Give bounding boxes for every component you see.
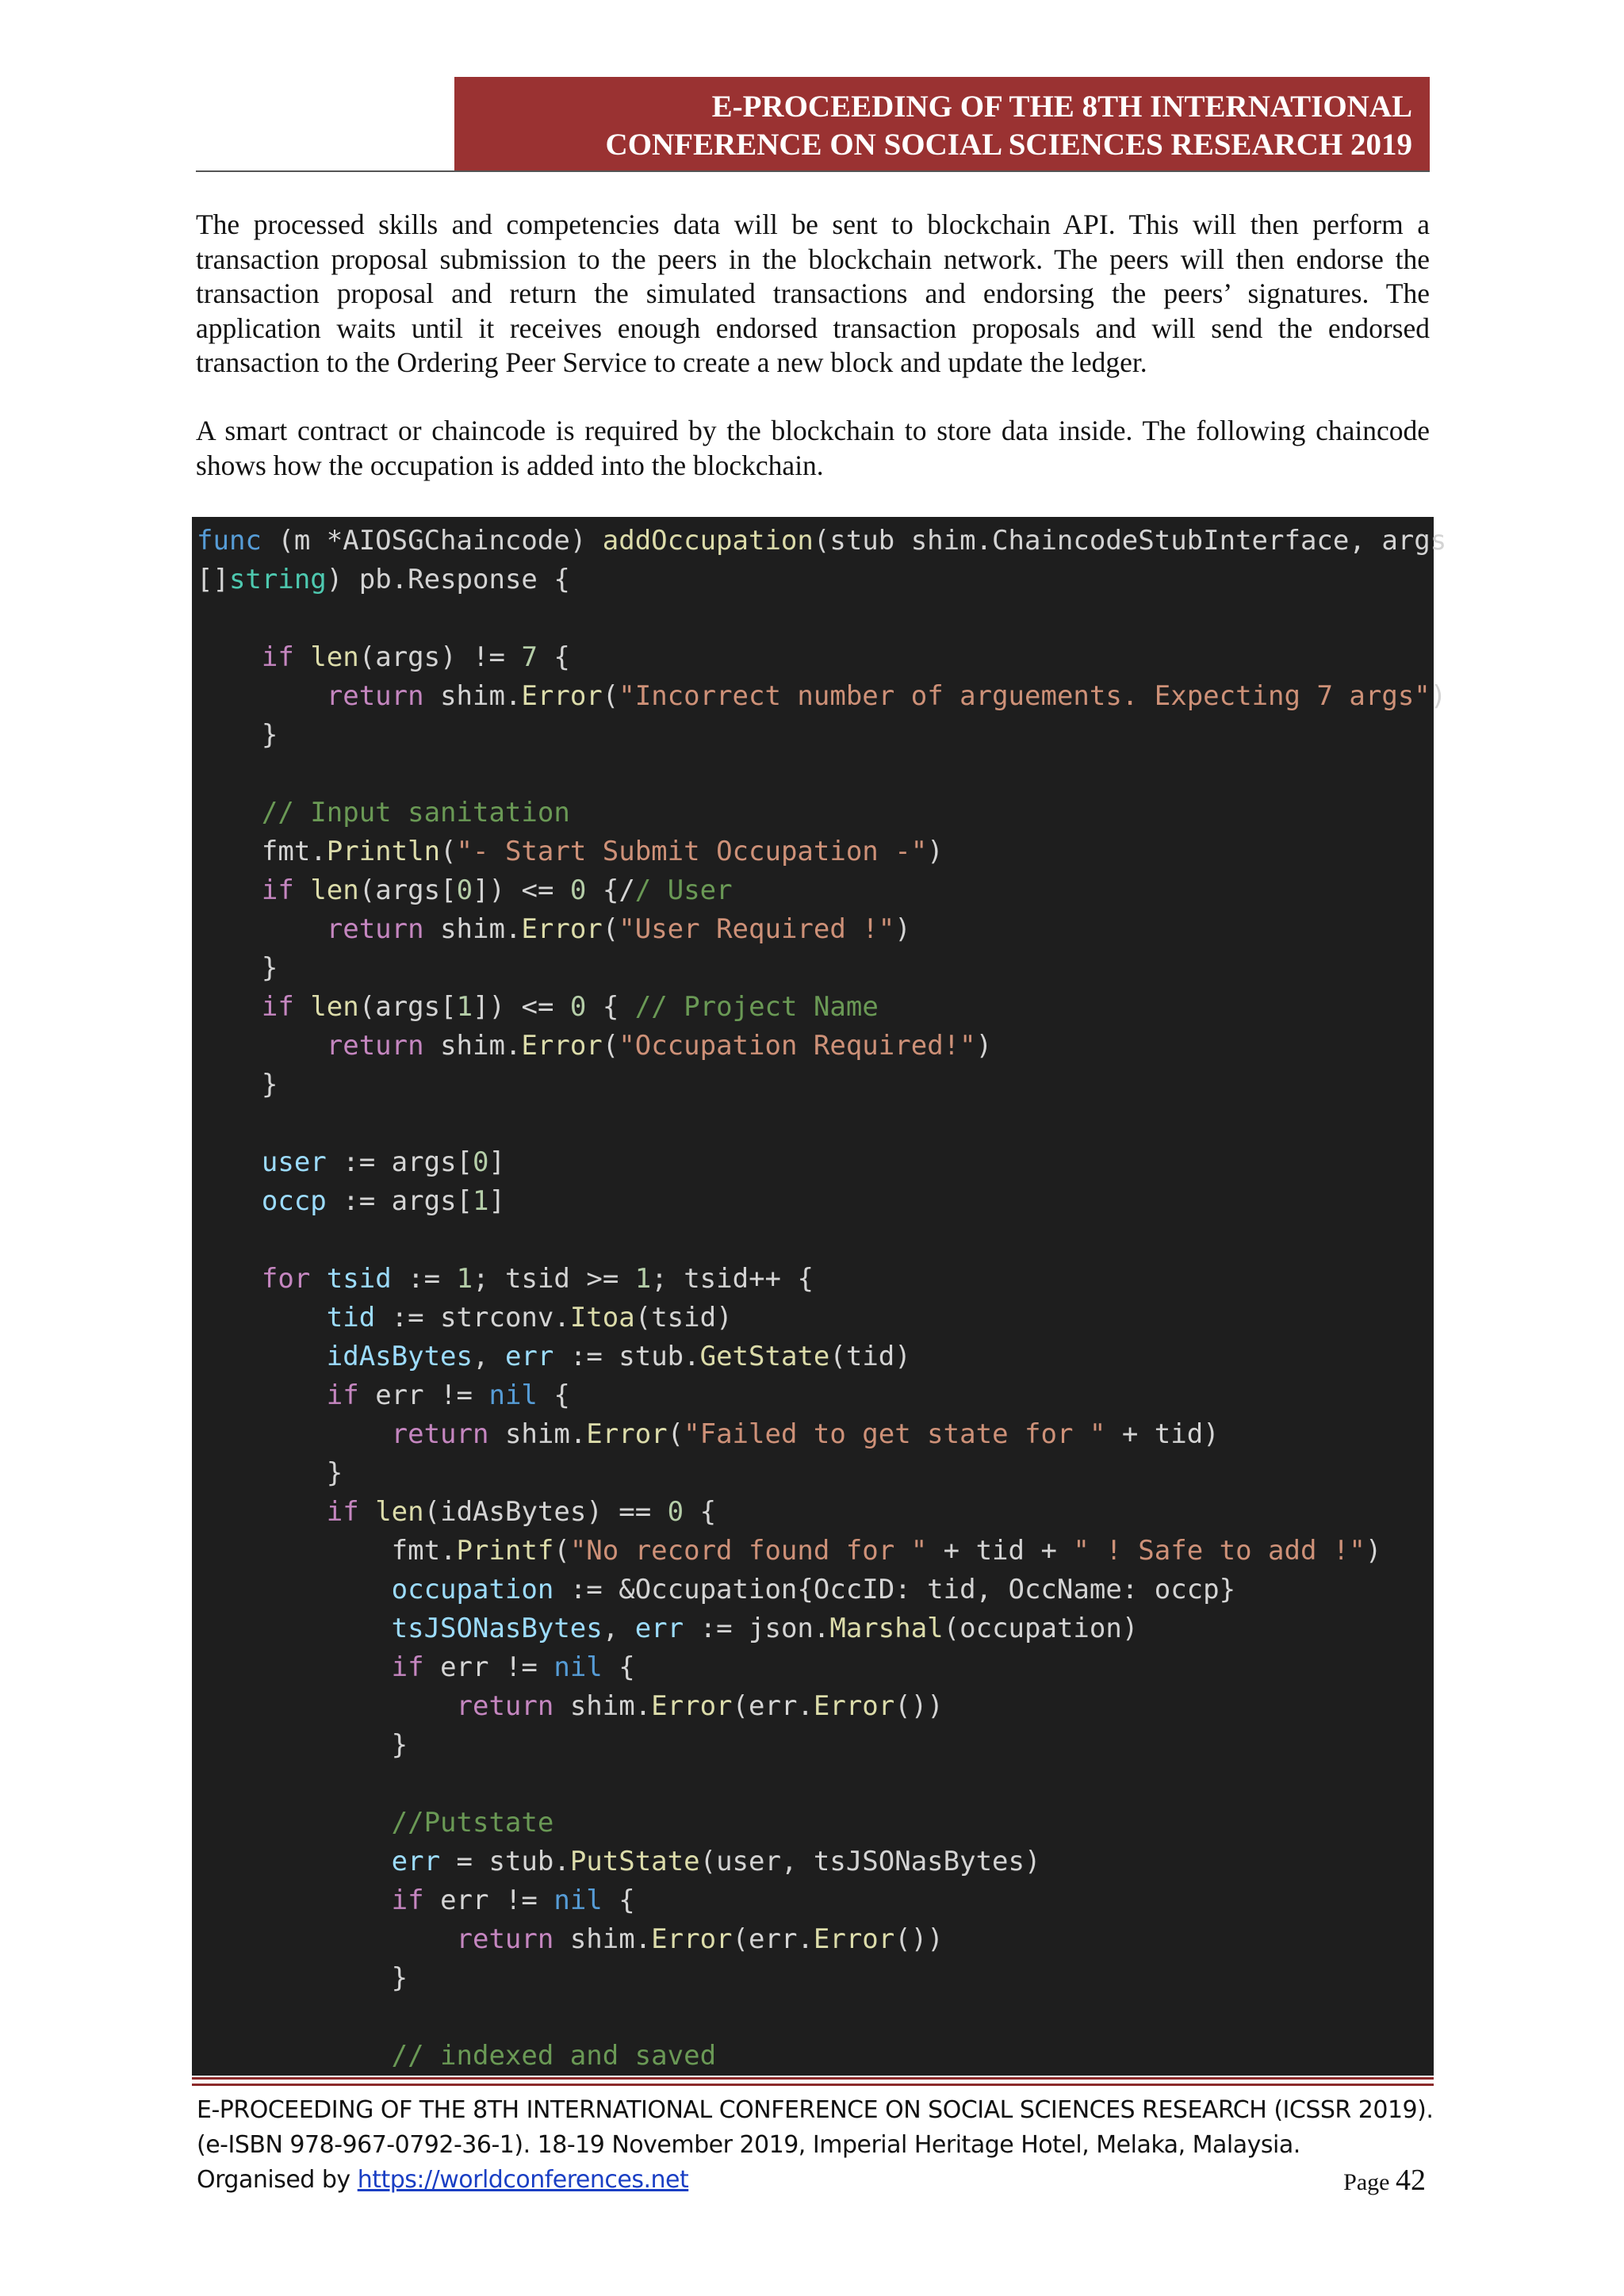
code-token: return: [326, 680, 424, 712]
code-token: (args[: [358, 874, 457, 906]
code-token: err !=: [423, 1651, 554, 1683]
code-token: ]: [488, 1146, 505, 1178]
code-token: shim.: [423, 1030, 522, 1062]
footer-organised-label: Organised by: [197, 2166, 358, 2194]
code-token: [197, 1380, 327, 1411]
code-token: [197, 913, 327, 945]
code-token: ,: [473, 1341, 505, 1372]
code-token: fmt.: [197, 836, 327, 867]
code-token: shim.: [553, 1923, 652, 1955]
code-token: return: [326, 1030, 424, 1062]
code-line: [197, 1920, 1434, 1959]
body-paragraph-smart-contract: A smart contract or chaincode is required by the blockchain to store data inside. The following chaincode shows how the occupation is added into the blockchain.: [196, 415, 1430, 481]
code-token: shim.: [553, 1690, 652, 1722]
code-token: {: [537, 1380, 570, 1411]
code-token: // Input sanitation: [261, 797, 570, 828]
code-token: return: [456, 1690, 554, 1722]
code-line: [197, 638, 1434, 677]
footer-divider-bottom: [192, 2084, 1434, 2086]
code-line: [197, 1299, 1434, 1337]
code-token: (stub shim.ChaincodeStubInterface, args: [813, 525, 1447, 557]
code-token: {: [537, 641, 570, 673]
code-line: [197, 1532, 1434, 1571]
code-token: {/: [586, 874, 635, 906]
code-token: [197, 1807, 392, 1839]
footer-isbn-line: (e-ISBN 978-967-0792-36-1). 18-19 November 2019, Imperial Heritage Hotel, Melaka, Malaysia.: [197, 2131, 1300, 2159]
code-line: [197, 1104, 1434, 1143]
code-token: 0: [667, 1496, 684, 1528]
code-token: [197, 1418, 392, 1450]
code-token: return: [391, 1418, 489, 1450]
code-line: [197, 794, 1434, 832]
code-token: [197, 680, 327, 712]
code-token: [197, 1613, 392, 1644]
code-token: Println: [326, 836, 441, 867]
code-token: if: [326, 1380, 359, 1411]
code-token: (tsid): [634, 1302, 733, 1334]
code-token: 0: [569, 874, 587, 906]
code-token: ): [975, 1030, 993, 1062]
code-line: [197, 1493, 1434, 1532]
code-token: nil: [488, 1380, 538, 1411]
code-token: (idAsBytes) ==: [423, 1496, 668, 1528]
code-token: (args[: [358, 991, 457, 1023]
code-token: ]) <=: [473, 874, 570, 906]
code-token: [197, 1923, 457, 1955]
code-token: ; tsid >=: [473, 1263, 635, 1295]
code-token: err !=: [358, 1380, 489, 1411]
code-token: Error: [586, 1418, 668, 1450]
code-token: len: [310, 991, 359, 1023]
code-token: [197, 797, 262, 828]
code-token: shim.: [488, 1418, 587, 1450]
code-line: [197, 1337, 1434, 1376]
code-token: if: [261, 874, 294, 906]
code-line: [197, 1726, 1434, 1765]
code-token: [197, 874, 262, 906]
code-token: Error: [521, 913, 603, 945]
code-token: " ! Safe to add !": [1073, 1535, 1365, 1567]
code-token: "User Required !": [619, 913, 895, 945]
code-token: [197, 1302, 327, 1334]
code-token: + tid): [1105, 1418, 1220, 1450]
code-token: {: [684, 1496, 717, 1528]
code-token: nil: [553, 1651, 603, 1683]
code-token: [197, 991, 262, 1023]
code-token: tsJSONasBytes: [391, 1613, 603, 1644]
code-token: string: [228, 564, 327, 595]
code-line: [197, 1648, 1434, 1687]
code-token: PutState: [569, 1846, 700, 1877]
code-token: [197, 1690, 457, 1722]
code-token: 0: [456, 874, 473, 906]
code-token: tsid: [326, 1263, 392, 1295]
code-token: (: [667, 1418, 684, 1450]
code-token: ]) <=: [473, 991, 570, 1023]
code-token: "- Start Submit Occupation -": [456, 836, 928, 867]
header-divider: [196, 170, 1430, 172]
code-token: Printf: [456, 1535, 554, 1567]
code-token: fmt.: [197, 1535, 457, 1567]
code-token: (err.: [732, 1923, 814, 1955]
code-token: }: [197, 719, 278, 751]
code-token: err: [504, 1341, 554, 1372]
code-token: []: [197, 564, 229, 595]
code-token: }: [197, 1457, 343, 1489]
code-line: [197, 1376, 1434, 1415]
code-token: Marshal: [829, 1613, 944, 1644]
code-token: := stub.: [553, 1341, 700, 1372]
code-token: shim.: [423, 680, 522, 712]
code-token: Error: [813, 1690, 895, 1722]
code-line: [197, 1843, 1434, 1881]
code-line: [197, 1415, 1434, 1454]
code-token: for: [261, 1263, 311, 1295]
code-token: [197, 1146, 262, 1178]
worldconferences-link[interactable]: https://worldconferences.net: [357, 2166, 689, 2194]
code-token: 1: [456, 1263, 473, 1295]
code-token: (: [602, 1030, 619, 1062]
code-listing: [192, 517, 1447, 2076]
code-token: // indexed and saved: [391, 2040, 717, 2072]
code-line: [197, 599, 1434, 638]
code-line: [197, 871, 1434, 910]
code-token: if: [261, 991, 294, 1023]
code-token: ): [1365, 1535, 1382, 1567]
code-token: [294, 874, 310, 906]
code-token: (: [440, 836, 457, 867]
code-token: [197, 641, 262, 673]
code-token: Error: [521, 680, 603, 712]
code-line: [197, 1959, 1434, 1998]
code-token: [197, 1496, 327, 1528]
code-token: "No record found for ": [569, 1535, 928, 1567]
code-token: 1: [456, 991, 473, 1023]
code-line: [197, 755, 1434, 794]
code-line: [197, 1143, 1434, 1182]
code-token: occp: [261, 1185, 327, 1217]
code-token: := &Occupation{OccID: tid, OccName: occp}: [553, 1574, 1236, 1605]
code-token: 1: [634, 1263, 652, 1295]
code-token: := strconv.: [375, 1302, 570, 1334]
body-paragraph-blockchain-api: The processed skills and competencies data will be sent to blockchain API. This will then perform a transaction proposal submission to the peers in the blockchain network. The peers will then endorse the transaction proposal and return the simulated transactions and endorsing the peers’ signatures. The application waits until it receives enough endorsed transaction proposals and will send the endorsed transaction to the Ordering Peer Service to create a new block and update the ledger.: [196, 209, 1430, 378]
code-token: / User: [634, 874, 733, 906]
code-token: if: [326, 1496, 359, 1528]
code-token: Itoa: [569, 1302, 635, 1334]
code-token: "Occupation Required!": [619, 1030, 976, 1062]
code-token: + tid +: [927, 1535, 1074, 1567]
footer-divider-top: [192, 2077, 1434, 2080]
code-token: (args) !=: [358, 641, 522, 673]
header-title-line-1: E-PROCEEDING OF THE 8TH INTERNATIONAL: [711, 90, 1412, 124]
code-token: := args[: [326, 1185, 473, 1217]
code-token: (: [602, 913, 619, 945]
code-token: err !=: [423, 1885, 554, 1916]
code-token: 0: [473, 1146, 489, 1178]
page-footer: [197, 2093, 1434, 2198]
code-token: shim.: [423, 913, 522, 945]
code-token: }: [197, 1962, 408, 1994]
code-token: func: [197, 525, 262, 557]
code-token: idAsBytes: [326, 1341, 473, 1372]
code-token: ()): [894, 1923, 944, 1955]
code-token: ) pb.Response {: [326, 564, 570, 595]
code-token: ): [894, 913, 911, 945]
code-line: [197, 949, 1434, 988]
code-line: [197, 1804, 1434, 1843]
code-token: [359, 1496, 375, 1528]
code-line: [197, 677, 1447, 716]
code-token: "Failed to get state for ": [684, 1418, 1106, 1450]
code-token: {: [602, 1885, 635, 1916]
code-token: Error: [521, 1030, 603, 1062]
code-token: ]: [488, 1185, 505, 1217]
code-token: Error: [651, 1923, 733, 1955]
code-line: [197, 2037, 1434, 2076]
code-token: if: [391, 1885, 424, 1916]
code-line: [197, 522, 1447, 561]
code-token: err: [634, 1613, 684, 1644]
code-line: [197, 1571, 1434, 1609]
page-number-value: 42: [1396, 2164, 1426, 2197]
code-line: [197, 1182, 1434, 1221]
code-token: return: [326, 913, 424, 945]
code-token: //Putstate: [391, 1807, 554, 1839]
code-token: }: [197, 1729, 408, 1761]
code-token: "Incorrect number of arguements. Expecting 7 args": [619, 680, 1431, 712]
code-line: [197, 988, 1434, 1027]
page-label: Page: [1343, 2169, 1396, 2195]
code-token: }: [197, 1069, 278, 1100]
code-token: [310, 1263, 326, 1295]
code-token: (err.: [732, 1690, 814, 1722]
code-token: [197, 1030, 327, 1062]
code-token: = stub.: [440, 1846, 570, 1877]
code-token: if: [261, 641, 294, 673]
code-token: occupation: [391, 1574, 554, 1605]
code-token: user: [261, 1146, 327, 1178]
code-line: [197, 1260, 1434, 1299]
code-token: (: [553, 1535, 570, 1567]
footer-conference-line: E-PROCEEDING OF THE 8TH INTERNATIONAL CONFERENCE ON SOCIAL SCIENCES RESEARCH (ICSSR 2019).: [197, 2096, 1434, 2124]
code-token: Error: [651, 1690, 733, 1722]
code-token: 7: [521, 641, 538, 673]
code-token: [294, 991, 310, 1023]
code-line: [197, 1609, 1434, 1648]
code-token: := json.: [684, 1613, 830, 1644]
code-token: [197, 1651, 392, 1683]
conference-header-banner: [454, 77, 1430, 170]
code-token: ()): [894, 1690, 944, 1722]
code-line: [197, 1998, 1434, 2037]
code-token: [197, 1574, 392, 1605]
code-token: }: [197, 952, 278, 984]
code-token: err: [391, 1846, 441, 1877]
page-number: [1343, 2163, 1426, 2200]
code-token: := args[: [326, 1146, 473, 1178]
code-line: [197, 561, 1434, 599]
code-token: ): [1430, 680, 1447, 712]
code-token: return: [456, 1923, 554, 1955]
code-token: [197, 1846, 392, 1877]
code-line: [197, 1221, 1434, 1260]
code-line: [197, 1687, 1434, 1726]
code-token: ; tsid++ {: [651, 1263, 814, 1295]
code-token: len: [310, 641, 359, 673]
code-token: tid: [326, 1302, 376, 1334]
code-token: [197, 1185, 262, 1217]
code-token: // Project Name: [634, 991, 879, 1023]
code-line: [197, 832, 1434, 871]
code-token: GetState: [699, 1341, 830, 1372]
code-token: [197, 2040, 392, 2072]
code-line: [197, 1066, 1434, 1104]
code-token: 0: [569, 991, 587, 1023]
code-token: (occupation): [943, 1613, 1139, 1644]
code-token: [294, 641, 310, 673]
code-token: len: [375, 1496, 424, 1528]
code-token: [197, 1341, 327, 1372]
code-token: (user, tsJSONasBytes): [699, 1846, 1041, 1877]
code-token: len: [310, 874, 359, 906]
code-token: :=: [391, 1263, 457, 1295]
code-token: [197, 1885, 392, 1916]
footer-organiser-line: [197, 2163, 1434, 2198]
code-token: ): [927, 836, 944, 867]
code-line: [197, 1881, 1434, 1920]
code-token: (tid): [829, 1341, 911, 1372]
code-line: [197, 1454, 1434, 1493]
code-token: (m *AIOSGChaincode): [261, 525, 603, 557]
code-token: ,: [602, 1613, 635, 1644]
code-token: Error: [813, 1923, 895, 1955]
code-token: addOccupation: [602, 525, 814, 557]
code-token: (: [602, 680, 619, 712]
code-line: [197, 1765, 1434, 1804]
code-token: if: [391, 1651, 424, 1683]
code-token: nil: [553, 1885, 603, 1916]
code-line: [197, 716, 1434, 755]
code-token: {: [586, 991, 635, 1023]
code-token: {: [602, 1651, 635, 1683]
header-title-line-2: CONFERENCE ON SOCIAL SCIENCES RESEARCH 2019: [605, 128, 1412, 162]
code-token: [197, 1263, 262, 1295]
code-line: [197, 910, 1434, 949]
code-token: 1: [473, 1185, 489, 1217]
code-line: [197, 1027, 1434, 1066]
